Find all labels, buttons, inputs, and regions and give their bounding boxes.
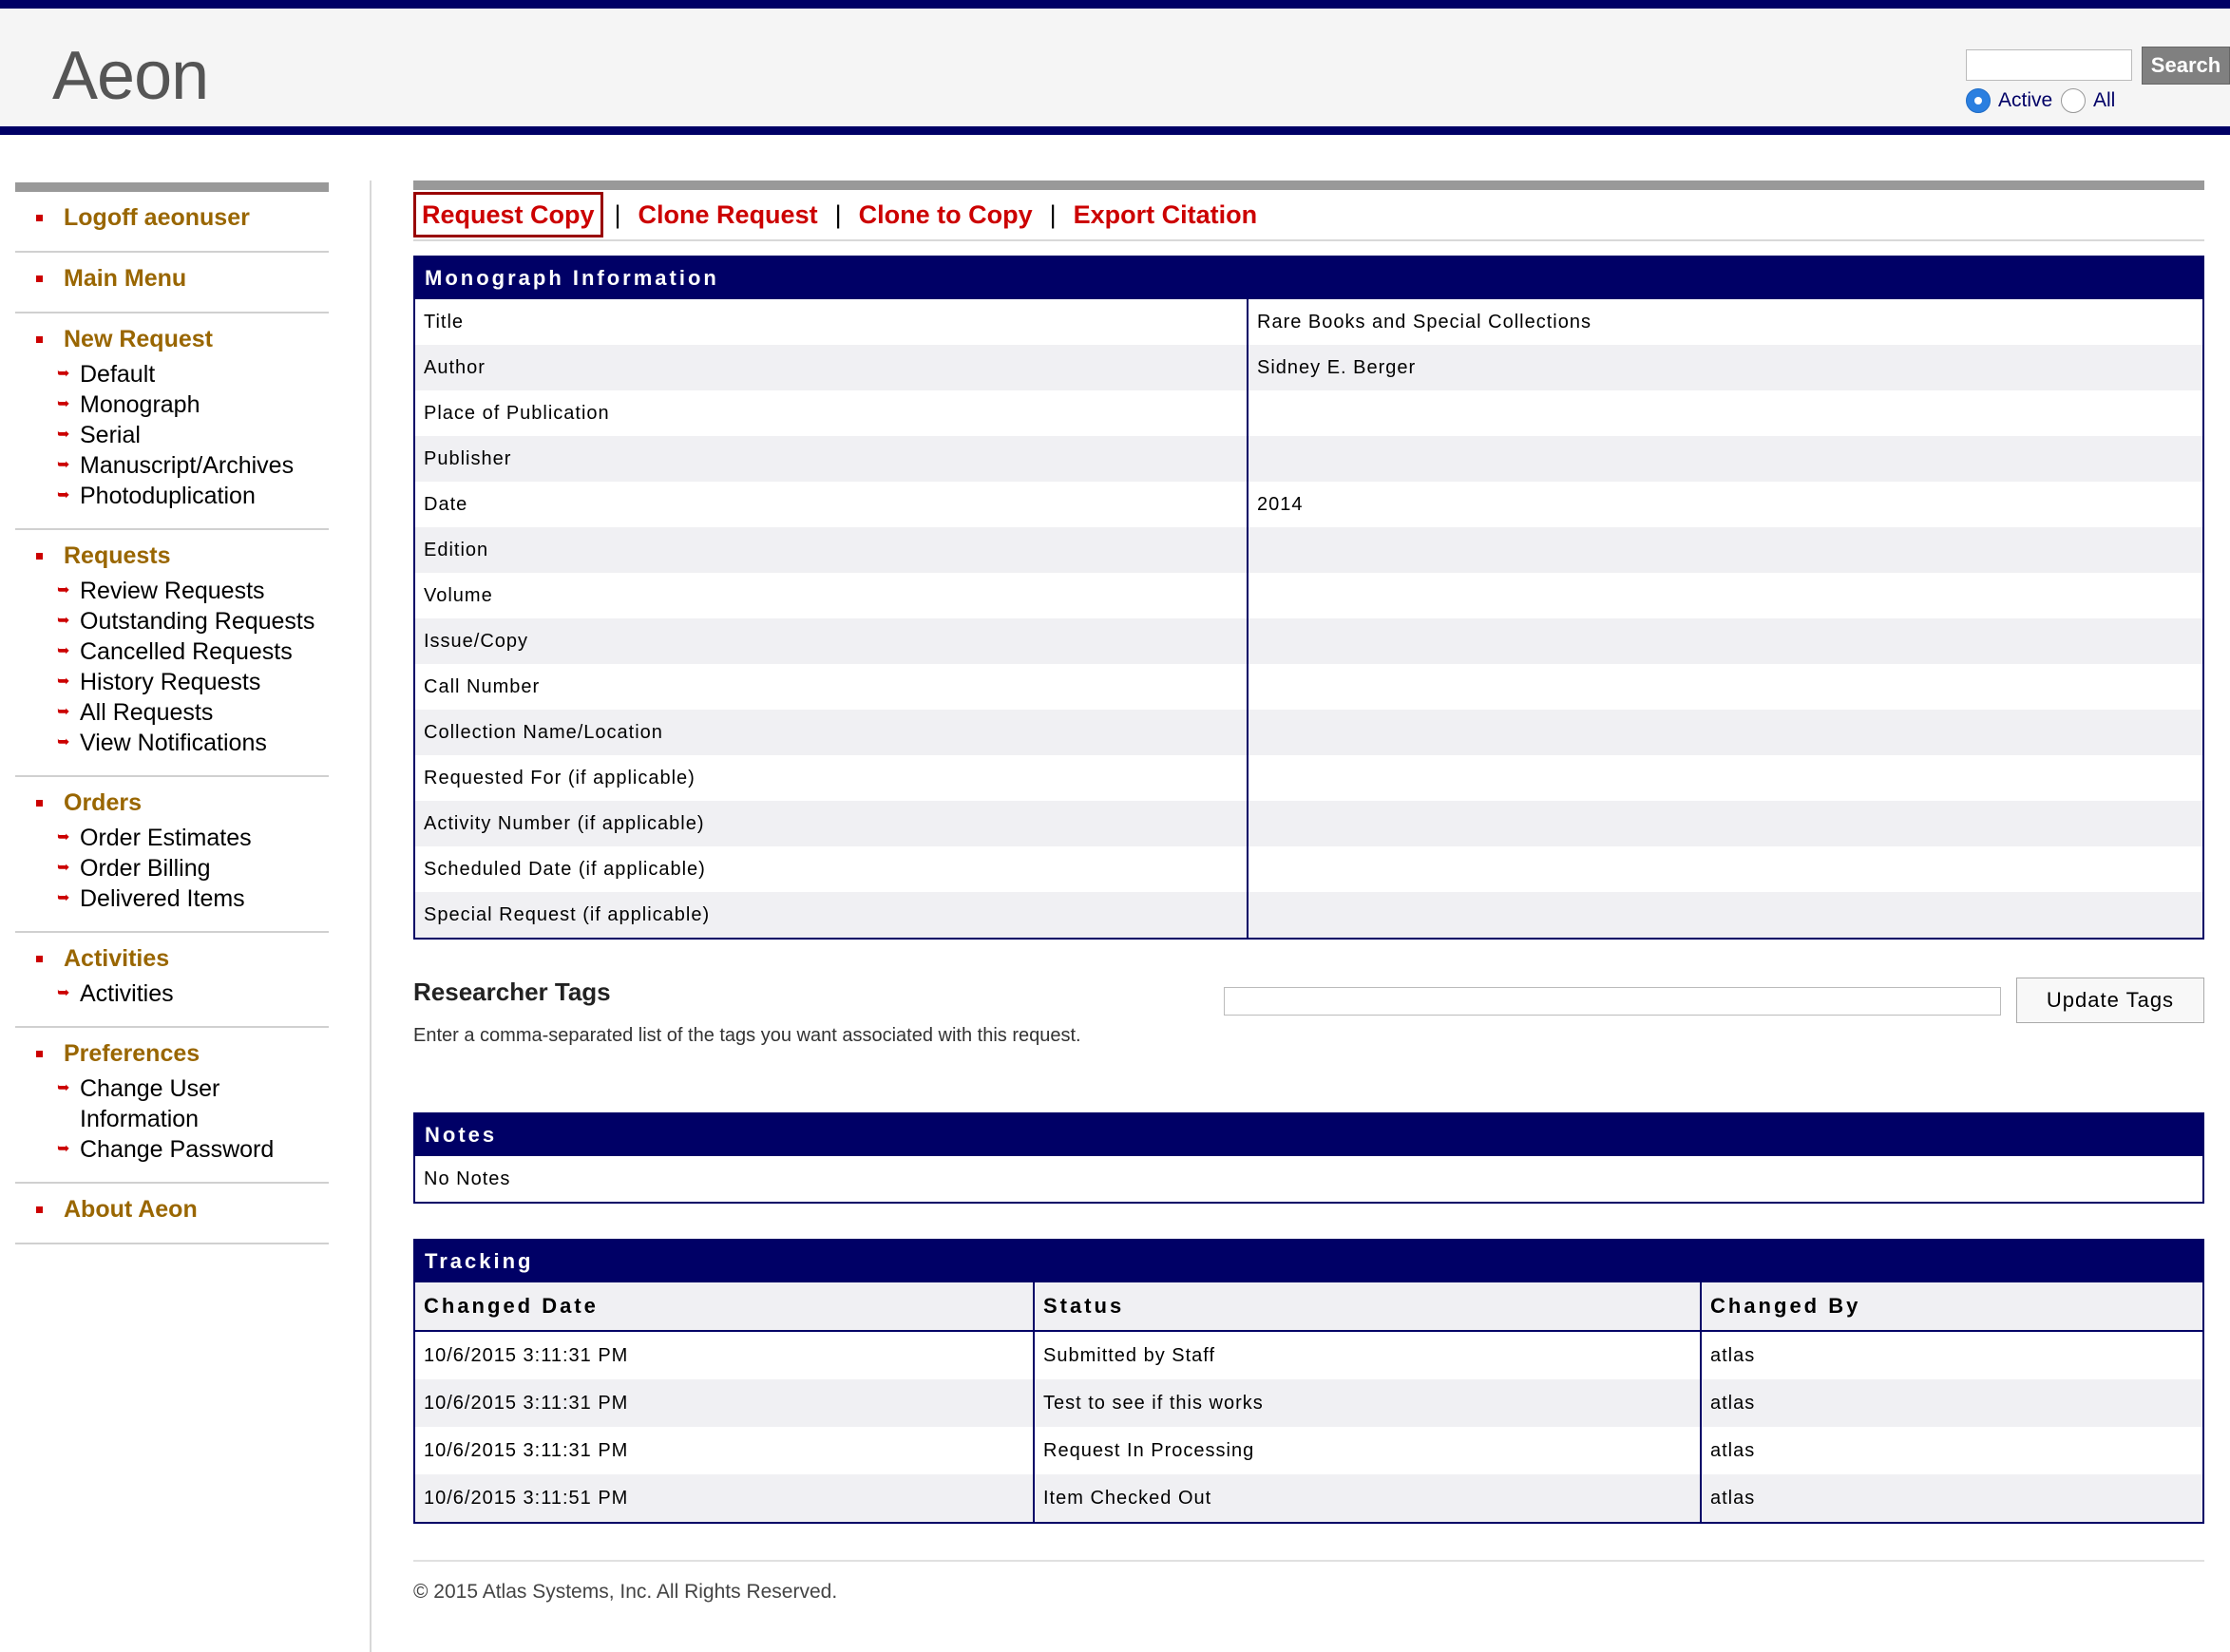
monograph-information-panel [413, 256, 2204, 940]
notes-body: No Notes [424, 1168, 511, 1189]
request-copy-link[interactable]: Request Copy [413, 192, 603, 237]
nav-new-request[interactable]: New Request [64, 325, 213, 352]
footer-divider [413, 1560, 2204, 1562]
arrow-icon: ➥ [57, 366, 70, 382]
table-row [415, 482, 2202, 527]
nav-item-delivered-items[interactable]: Delivered Items [80, 885, 245, 912]
action-separator: | [834, 199, 842, 229]
aeon-logo[interactable]: Aeon [52, 38, 209, 114]
tags-input[interactable] [1224, 987, 2001, 1016]
update-tags-button[interactable]: Update Tags [2016, 978, 2204, 1023]
cell-changed-by: atlas [1701, 1379, 2202, 1427]
radio-all-label[interactable]: All [2093, 89, 2116, 111]
arrow-icon: ➥ [57, 487, 70, 503]
action-bar [413, 190, 2204, 241]
cell-changed-date: 10/6/2015 3:11:31 PM [415, 1427, 1034, 1474]
radio-all-option[interactable] [2061, 86, 2115, 115]
arrow-icon: ➥ [57, 613, 70, 629]
bullet-icon [36, 800, 43, 807]
field-label: Publisher [415, 436, 1248, 482]
panel-title: Tracking [415, 1241, 2202, 1282]
nav-item-order-billing[interactable]: Order Billing [80, 855, 211, 882]
field-value [1248, 664, 2202, 710]
field-value [1248, 755, 2202, 801]
nav-activities[interactable]: Activities [64, 944, 170, 972]
nav-orders[interactable]: Orders [64, 788, 142, 816]
field-label: Call Number [415, 664, 1248, 710]
bullet-icon [36, 336, 43, 343]
arrow-icon: ➥ [57, 1080, 70, 1096]
table-row [415, 1379, 2202, 1427]
arrow-icon: ➥ [57, 396, 70, 412]
field-value: Rare Books and Special Collections [1257, 311, 1591, 332]
content-top-rule [413, 180, 2204, 190]
table-row [415, 618, 2202, 664]
search-input[interactable] [1966, 49, 2132, 81]
bullet-icon [36, 956, 43, 962]
radio-active-label[interactable]: Active [1998, 89, 2053, 111]
cell-status: Request In Processing [1034, 1427, 1701, 1474]
table-row [415, 846, 2202, 892]
table-row [415, 436, 2202, 482]
field-label: Issue/Copy [415, 618, 1248, 664]
cell-status: Test to see if this works [1034, 1379, 1701, 1427]
sidebar-top-rule [15, 182, 329, 192]
arrow-icon: ➥ [57, 427, 70, 443]
table-row [415, 299, 2202, 345]
researcher-tags-title: Researcher Tags [413, 978, 611, 1006]
cell-changed-date: 10/6/2015 3:11:51 PM [415, 1474, 1034, 1522]
field-value [1248, 527, 2202, 573]
panel-title: Notes [415, 1114, 2202, 1156]
radio-active[interactable] [1966, 88, 1991, 113]
nav-about-aeon[interactable]: About Aeon [64, 1195, 198, 1223]
arrow-icon: ➥ [57, 890, 70, 906]
radio-active-option[interactable] [1966, 86, 2052, 115]
cell-status: Item Checked Out [1034, 1474, 1701, 1522]
field-label: Requested For (if applicable) [415, 755, 1248, 801]
field-label: Edition [415, 527, 1248, 573]
field-label: Place of Publication [415, 390, 1248, 436]
field-label: Date [415, 482, 1248, 527]
notes-panel [413, 1112, 2204, 1204]
action-separator: | [1049, 199, 1057, 229]
nav-logoff[interactable]: Logoff aeonuser [64, 203, 250, 231]
arrow-icon: ➥ [57, 643, 70, 659]
table-row [415, 755, 2202, 801]
table-row [415, 527, 2202, 573]
researcher-tags-section [413, 940, 2204, 1092]
field-value [1248, 846, 2202, 892]
cell-changed-date: 10/6/2015 3:11:31 PM [415, 1331, 1034, 1379]
field-label: Collection Name/Location [415, 710, 1248, 755]
nav-section-logoff [15, 192, 329, 253]
header-bar [0, 0, 2230, 135]
table-row [415, 801, 2202, 846]
action-separator: | [614, 199, 621, 229]
nav-preferences[interactable]: Preferences [64, 1039, 200, 1067]
nav-section-new-request [15, 313, 329, 530]
nav-item-manuscript-archives[interactable]: Manuscript/Archives [80, 452, 295, 479]
nav-item-change-user-information[interactable]: Change User Information [80, 1075, 220, 1132]
researcher-tags-help: Enter a comma-separated list of the tags you want associated with this request. [413, 1025, 1081, 1046]
nav-requests[interactable]: Requests [64, 541, 171, 569]
table-row [415, 892, 2202, 938]
nav-item-history-requests[interactable]: History Requests [80, 669, 261, 695]
nav-item-all-requests[interactable]: All Requests [80, 699, 214, 726]
table-header-row [415, 1282, 2202, 1331]
nav-item-activities[interactable]: Activities [80, 980, 174, 1007]
field-value: 2014 [1257, 493, 1304, 515]
table-row [415, 1427, 2202, 1474]
radio-all[interactable] [2061, 88, 2086, 113]
nav-item-monograph[interactable]: Monograph [80, 391, 200, 418]
copyright-text: © 2015 Atlas Systems, Inc. All Rights Reserved. [413, 1581, 838, 1603]
nav-section-requests [15, 530, 329, 777]
arrow-icon: ➥ [57, 704, 70, 720]
main-content [413, 180, 2204, 1604]
field-label: Scheduled Date (if applicable) [415, 846, 1248, 892]
monograph-table [415, 299, 2202, 938]
arrow-icon: ➥ [57, 985, 70, 1001]
field-label: Volume [415, 573, 1248, 618]
nav-item-cancelled-requests[interactable]: Cancelled Requests [80, 638, 293, 665]
nav-item-change-password[interactable]: Change Password [80, 1136, 275, 1163]
arrow-icon: ➥ [57, 1141, 70, 1157]
table-row [415, 710, 2202, 755]
field-value [1248, 892, 2202, 938]
tracking-panel [413, 1239, 2204, 1524]
nav-item-outstanding-requests[interactable]: Outstanding Requests [80, 608, 315, 635]
table-row [415, 1474, 2202, 1522]
field-label: Author [415, 345, 1248, 390]
search-button[interactable]: Search [2142, 47, 2230, 85]
field-value [1248, 573, 2202, 618]
table-row [415, 390, 2202, 436]
field-value [1248, 801, 2202, 846]
clone-to-copy-link[interactable]: Clone to Copy [858, 200, 1033, 229]
bullet-icon [36, 215, 43, 221]
nav-item-photoduplication[interactable]: Photoduplication [80, 483, 256, 509]
nav-section-preferences [15, 1028, 329, 1184]
table-row [415, 573, 2202, 618]
cell-status: Submitted by Staff [1034, 1331, 1701, 1379]
bullet-icon [36, 1051, 43, 1057]
column-header-changed-by: Changed By [1701, 1282, 2202, 1331]
arrow-icon: ➥ [57, 582, 70, 598]
bullet-icon [36, 1206, 43, 1213]
sidebar-nav [15, 182, 329, 1244]
nav-section-main-menu [15, 253, 329, 313]
nav-main-menu[interactable]: Main Menu [64, 264, 187, 292]
nav-item-view-notifications[interactable]: View Notifications [80, 730, 267, 756]
arrow-icon: ➥ [57, 829, 70, 845]
nav-item-serial[interactable]: Serial [80, 422, 141, 448]
field-value [1248, 436, 2202, 482]
clone-request-link[interactable]: Clone Request [638, 200, 818, 229]
cell-changed-by: atlas [1710, 1344, 1756, 1366]
tracking-table [415, 1282, 2202, 1522]
arrow-icon: ➥ [57, 734, 70, 750]
arrow-icon: ➥ [57, 457, 70, 473]
field-value [1248, 390, 2202, 436]
bullet-icon [36, 275, 43, 282]
cell-changed-date: 10/6/2015 3:11:31 PM [415, 1379, 1034, 1427]
field-label: Title [415, 299, 1248, 345]
panel-title: Monograph Information [415, 257, 2202, 299]
nav-section-activities [15, 933, 329, 1028]
bullet-icon [36, 553, 43, 560]
field-value [1248, 618, 2202, 664]
arrow-icon: ➥ [57, 674, 70, 690]
column-header-changed-date: Changed Date [415, 1282, 1034, 1331]
cell-changed-by: atlas [1710, 1439, 1756, 1461]
arrow-icon: ➥ [57, 860, 70, 876]
nav-item-default[interactable]: Default [80, 361, 156, 388]
export-citation-link[interactable]: Export Citation [1073, 200, 1258, 229]
field-label: Special Request (if applicable) [415, 892, 1248, 938]
cell-changed-by: atlas [1701, 1474, 2202, 1522]
nav-item-order-estimates[interactable]: Order Estimates [80, 825, 252, 851]
table-row [415, 664, 2202, 710]
nav-section-about [15, 1184, 329, 1244]
column-header-status: Status [1034, 1282, 1701, 1331]
field-value [1248, 710, 2202, 755]
nav-item-review-requests[interactable]: Review Requests [80, 578, 265, 604]
table-row [415, 345, 2202, 390]
nav-section-orders [15, 777, 329, 933]
field-label: Activity Number (if applicable) [415, 801, 1248, 846]
field-value: Sidney E. Berger [1248, 345, 2202, 390]
sidebar-divider [370, 180, 372, 1652]
table-row [415, 1331, 2202, 1379]
